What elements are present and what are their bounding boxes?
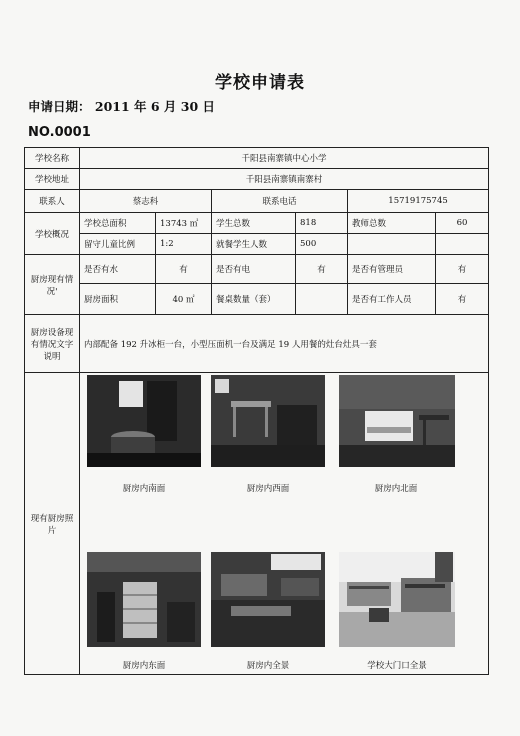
contact-value: 蔡志科 [80,190,212,213]
row-overview-2 [25,234,489,255]
students-value: 818 [296,213,348,234]
teachers-label: 教师总数 [348,213,436,234]
teachers-value: 60 [436,213,489,234]
photo-kitchen-west [211,375,325,467]
phone-label: 联系电话 [212,190,348,213]
row-photos [25,373,489,675]
photo-caption: 厨房内西面 [246,484,290,494]
row-kitchen-2 [25,284,489,315]
photo-caption: 厨房内北面 [374,484,418,494]
water-label: 是否有水 [80,255,156,284]
row-equipment [25,315,489,373]
photo-caption: 厨房内东面 [122,661,166,671]
water-value: 有 [156,255,212,284]
row-contact [25,190,489,213]
kitchen-area-label: 厨房面积 [80,284,156,315]
kitchen-status-label: 厨房现有情况' [25,255,80,315]
manager-value: 有 [436,255,489,284]
school-name-value: 千阳县南寨镇中心小学 [80,148,489,169]
tables-value [296,284,348,315]
equipment-text: 内部配备 192 升冰柜一台，小型压面机一台及满足 19 人用餐的灶台灶具一套 [80,315,489,373]
form-number: NO.0001 [28,125,91,140]
kitchen-area-value: 40 ㎡ [156,284,212,315]
form-title: 学校申请表 [215,73,305,93]
photo-kitchen-north [339,375,455,467]
power-value: 有 [296,255,348,284]
photo-school-gate [339,552,455,647]
school-address-value: 千阳县南寨镇南寨村 [80,169,489,190]
date-value: 2011 年 6 月 30 日 [94,99,216,114]
application-date [28,97,215,115]
photos-label: 现有厨房照片 [25,373,80,675]
photo-caption: 学校大门口全景 [367,661,427,671]
left-behind-ratio-value: 1:2 [156,234,212,255]
staff-label: 是否有工作人员 [348,284,436,315]
empty-cell [348,234,436,255]
row-kitchen-1 [25,255,489,284]
manager-label: 是否有管理员 [348,255,436,284]
photo-caption: 厨房内全景 [246,661,290,671]
contact-label: 联系人 [25,190,80,213]
school-name-label: 学校名称 [25,148,80,169]
photo-kitchen-east [87,552,201,647]
total-area-label: 学校总面积 [80,213,156,234]
left-behind-ratio-label: 留守儿童比例 [80,234,156,255]
diners-value: 500 [296,234,348,255]
tables-label: 餐桌数量（套） [212,284,296,315]
empty-cell [436,234,489,255]
total-area-value: 13743 ㎡ [156,213,212,234]
school-address-label: 学校地址 [25,169,80,190]
photo-kitchen-panorama [211,552,325,647]
power-label: 是否有电 [212,255,296,284]
staff-value: 有 [436,284,489,315]
date-label: 申请日期： [28,99,91,114]
photo-kitchen-south [87,375,201,467]
diners-label: 就餐学生人数 [212,234,296,255]
students-label: 学生总数 [212,213,296,234]
overview-label: 学校概况 [25,213,80,255]
photo-grid [80,373,488,674]
application-form-table [24,147,489,675]
row-overview-1 [25,213,489,234]
phone-value: 15719175745 [348,190,489,213]
photos-cell [80,373,489,675]
photo-caption: 厨房内南面 [122,484,166,494]
row-school-name [25,148,489,169]
equipment-label: 厨房设备现有情况文字说明 [25,315,80,373]
row-school-address [25,169,489,190]
